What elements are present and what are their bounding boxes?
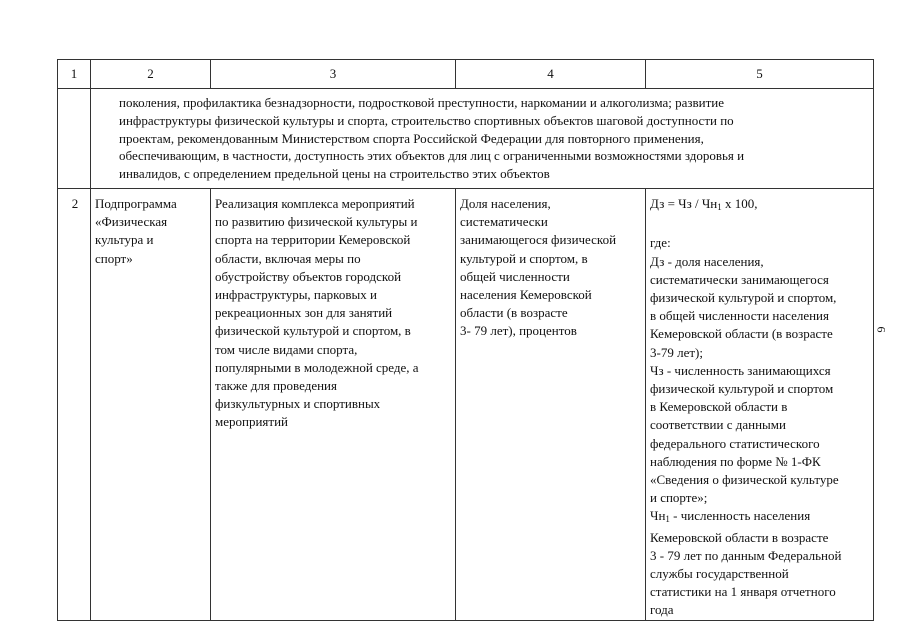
measures-line: также для проведения: [215, 378, 337, 394]
chn-subscript: 1: [665, 514, 670, 525]
measures-line: популярными в молодежной среде, а: [215, 359, 419, 375]
header-col-3: 3: [211, 60, 456, 89]
intro-row: [58, 89, 874, 189]
indicator-line: Доля населения,: [460, 195, 551, 211]
row-number: 2: [58, 188, 91, 620]
table-row: [58, 188, 874, 620]
header-col-5: 5: [646, 60, 874, 89]
indicator-cell: [456, 188, 646, 620]
header-row: [58, 60, 874, 89]
method-line: Кемеровской области (в возрасте: [650, 326, 833, 342]
method-line: систематически занимающегося: [650, 271, 829, 287]
method-line: физической культурой и спортом: [650, 381, 834, 397]
page-number: 6: [874, 326, 889, 333]
subprogram-line: Подпрограмма: [95, 195, 177, 211]
formula-subscript: 1: [717, 201, 722, 212]
intro-line: обеспечивающим, в частности, доступность этих объектов для лиц с ограниченными возможностями здоровья и: [119, 148, 745, 164]
indicator-line: культурой и спортом, в: [460, 250, 588, 266]
formula: [650, 195, 871, 216]
indicator-line: области (в возрасте: [460, 305, 568, 321]
measures-line: мероприятий: [215, 414, 288, 430]
method-line: 3-79 лет);: [650, 344, 703, 360]
measures-line: физкультурных и спортивных: [215, 396, 381, 412]
chn-symbol: Чн: [650, 508, 666, 524]
chn-definition: [650, 507, 871, 528]
measures-line: области, включая меры по: [215, 250, 361, 266]
intro-line: инвалидов, с определением предельной цены на строительство этих объектов: [119, 166, 550, 182]
formula-main: Дз = Чз / Чн: [650, 195, 718, 211]
indicator-line: населения Кемеровской: [460, 287, 592, 302]
header-col-2: 2: [91, 60, 211, 89]
intro-line: инфраструктуры физической культуры и спорта, строительство спортивных объектов шаговой доступности по: [119, 112, 734, 128]
method-line: года: [650, 602, 674, 618]
subprogram-line: культура и: [95, 232, 154, 248]
indicator-line: занимающегося физической: [460, 232, 617, 248]
method-line: в Кемеровской области в: [650, 399, 788, 415]
indicator-line: систематически: [460, 214, 548, 230]
subprogram-line: «Физическая: [95, 214, 168, 230]
method-line: статистики на 1 января отчетного: [650, 584, 836, 600]
header-col-4: 4: [456, 60, 646, 89]
method-cell: [646, 188, 874, 620]
measures-line: том числе видами спорта,: [215, 341, 358, 357]
intro-num-cell: [58, 89, 91, 189]
measures-line: инфраструктуры, парковых и: [215, 287, 377, 302]
where-label: где:: [650, 235, 671, 251]
measures-line: физической культурой и спортом, в: [215, 323, 411, 339]
method-line: «Сведения о физической культуре: [650, 472, 839, 488]
method-line: и спорте»;: [650, 490, 708, 506]
intro-line: проектам, рекомендованным Министерством спорта Российской Федерации для повторного применения,: [119, 130, 704, 146]
measures-line: по развитию физической культуры и: [215, 214, 418, 230]
indicator-table: [57, 59, 874, 621]
method-line: Чз - численность занимающихся: [650, 362, 831, 378]
measures-line: обустройству объектов городской: [215, 268, 402, 284]
intro-line: поколения, профилактика безнадзорности, подростковой преступности, наркомании и алкоголизма; развитие: [119, 95, 725, 110]
subprogram-line: спорт»: [95, 250, 133, 266]
method-line: Кемеровской области в возрасте: [650, 529, 829, 545]
intro-text-cell: [91, 89, 874, 189]
method-line: службы государственной: [650, 566, 789, 582]
method-line: Дз - доля населения,: [650, 253, 764, 269]
method-line: 3 - 79 лет по данным Федеральной: [650, 547, 842, 563]
formula-tail: х 100,: [721, 195, 758, 211]
method-line: федерального статистического: [650, 435, 820, 451]
measures-cell: [211, 188, 456, 620]
indicator-line: общей численности: [460, 268, 570, 284]
measures-line: рекреационных зон для занятий: [215, 305, 393, 321]
chn-text: - численность населения: [669, 508, 811, 524]
measures-line: Реализация комплекса мероприятий: [215, 195, 415, 211]
method-line: физической культурой и спортом,: [650, 290, 837, 305]
subprogram-cell: [91, 188, 211, 620]
indicator-line: 3- 79 лет), процентов: [460, 323, 577, 339]
method-line: наблюдения по форме № 1-ФК: [650, 453, 821, 469]
blank-line: [650, 216, 871, 234]
method-line: в общей численности населения: [650, 308, 829, 324]
measures-line: спорта на территории Кемеровской: [215, 232, 411, 248]
method-line: соответствии с данными: [650, 417, 786, 433]
header-col-1: 1: [58, 60, 91, 89]
